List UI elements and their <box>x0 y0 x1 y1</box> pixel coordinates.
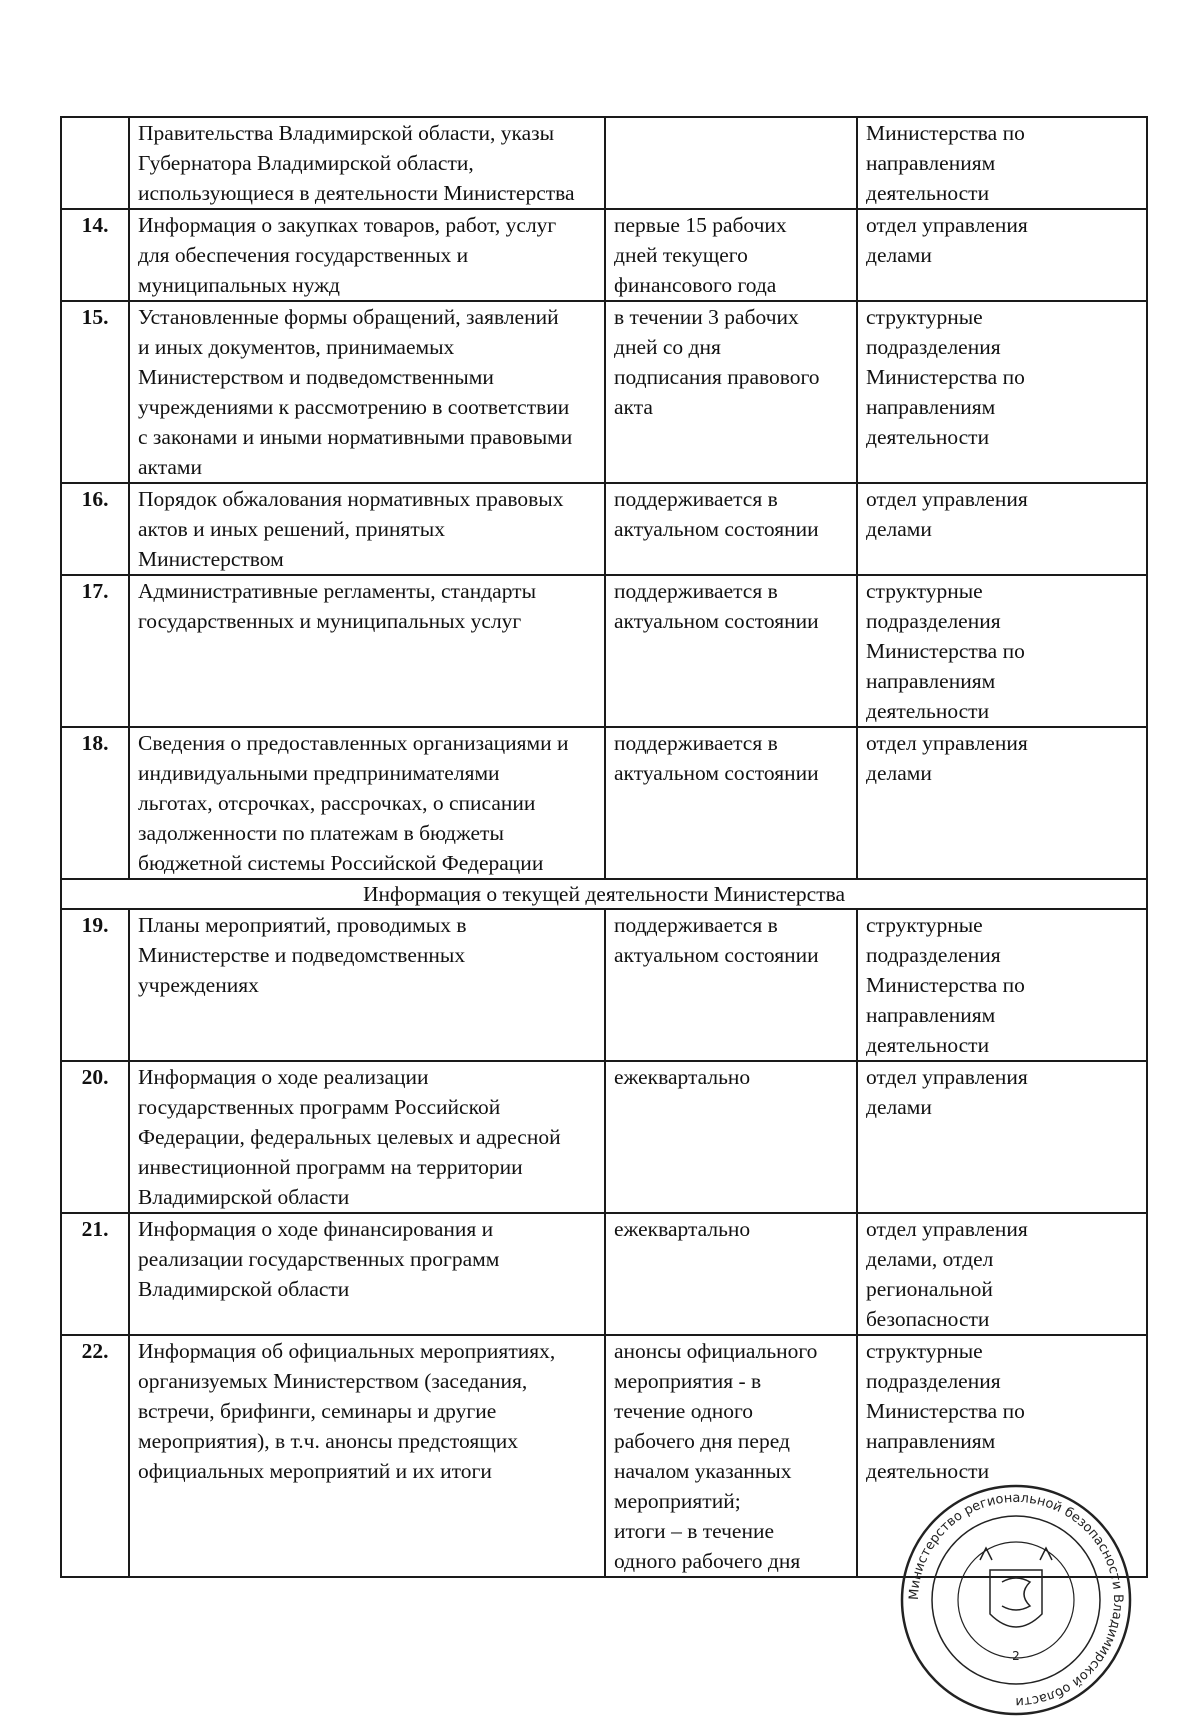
row-number <box>61 1213 129 1335</box>
responsible-unit-text: структурные подразделения Министерства по направлениям деятельности <box>866 579 1025 723</box>
row-number <box>61 575 129 727</box>
official-seal <box>898 1482 1134 1718</box>
section-title: Информация о текущей деятельности Министерства <box>61 879 1147 909</box>
row-number <box>61 483 129 575</box>
table-row <box>61 117 1147 209</box>
update-term-text: в течении 3 рабочих дней со дня подписания правового акта <box>614 305 820 419</box>
update-term-text: ежеквартально <box>614 1065 751 1089</box>
row-number-text: 15. <box>81 305 109 329</box>
responsible-unit-text: структурные подразделения Министерства по направлениям деятельности <box>866 1339 1025 1483</box>
responsible-unit-text: отдел управления делами, отдел региональной безопасности <box>866 1217 1028 1331</box>
row-number-text: 14. <box>81 213 109 237</box>
document-table <box>60 116 1148 1578</box>
update-term <box>605 575 857 727</box>
responsible-unit-text: отдел управления делами <box>866 731 1028 785</box>
row-number <box>61 727 129 879</box>
table-row <box>61 301 1147 483</box>
info-name <box>129 1061 605 1213</box>
responsible-unit-text: структурные подразделения Министерства по направлениям деятельности <box>866 305 1025 449</box>
info-name-text: Информация о закупках товаров, работ, услуг для обеспечения государственных и муниципальных нужд <box>138 213 557 297</box>
info-name-text: Планы мероприятий, проводимых в Министерстве и подведомственных учреждениях <box>138 913 467 997</box>
responsible-unit <box>857 209 1147 301</box>
row-number-text: 19. <box>81 913 109 937</box>
responsible-unit <box>857 1213 1147 1335</box>
table-row <box>61 1213 1147 1335</box>
row-number-text: 16. <box>81 487 109 511</box>
update-term-text: поддерживается в актуальном состоянии <box>614 487 819 541</box>
responsible-unit-text: структурные подразделения Министерства по направлениям деятельности <box>866 913 1025 1057</box>
info-name <box>129 117 605 209</box>
info-name-text: Установленные формы обращений, заявлений и иных документов, принимаемых Министерством и подведомственными учреждениями к рассмотрению в соответствии с законами и иными нормативными правовыми актами <box>138 305 573 479</box>
table-body <box>61 117 1147 1577</box>
responsible-unit-text: Министерства по направлениям деятельности <box>866 121 1025 205</box>
update-term <box>605 1213 857 1335</box>
table-row <box>61 1061 1147 1213</box>
table-row <box>61 483 1147 575</box>
row-number-text: 18. <box>81 731 109 755</box>
responsible-unit <box>857 301 1147 483</box>
update-term <box>605 209 857 301</box>
responsible-unit-text: отдел управления делами <box>866 1065 1028 1119</box>
update-term-text: поддерживается в актуальном состоянии <box>614 731 819 785</box>
update-term <box>605 301 857 483</box>
info-name <box>129 909 605 1061</box>
info-name <box>129 483 605 575</box>
row-number <box>61 117 129 209</box>
info-name <box>129 301 605 483</box>
update-term-text: анонсы официального мероприятия - в течение одного рабочего дня перед началом указанных мероприятий; итоги – в течение одного рабочего дня <box>614 1339 818 1573</box>
svg-text:Министерство региональной безо: Министерство региональной безопасности Владимирской области <box>906 1490 1126 1710</box>
info-name <box>129 727 605 879</box>
section-header-row <box>61 879 1147 909</box>
row-number-text: 22. <box>81 1339 109 1363</box>
row-number <box>61 301 129 483</box>
update-term-text: ежеквартально <box>614 1217 751 1241</box>
table-row <box>61 209 1147 301</box>
responsible-unit <box>857 483 1147 575</box>
row-number <box>61 1335 129 1577</box>
update-term <box>605 909 857 1061</box>
info-name-text: Информация об официальных мероприятиях, организуемых Министерством (заседания, встречи, брифинги, семинары и другие мероприятия), в т.ч. анонсы предстоящих официальных мероприятий и их итоги <box>138 1339 556 1483</box>
info-name <box>129 1213 605 1335</box>
responsible-unit-text: отдел управления делами <box>866 487 1028 541</box>
info-name <box>129 209 605 301</box>
row-number-text: 20. <box>81 1065 109 1089</box>
svg-text:2: 2 <box>1012 1649 1020 1663</box>
responsible-unit <box>857 117 1147 209</box>
row-number-text: 21. <box>81 1217 109 1241</box>
responsible-unit <box>857 1061 1147 1213</box>
info-name-text: Административные регламенты, стандарты государственных и муниципальных услуг <box>138 579 537 633</box>
update-term-text: поддерживается в актуальном состоянии <box>614 579 819 633</box>
update-term-text: поддерживается в актуальном состоянии <box>614 913 819 967</box>
row-number <box>61 909 129 1061</box>
update-term <box>605 1061 857 1213</box>
table-row <box>61 575 1147 727</box>
info-name-text: Порядок обжалования нормативных правовых актов и иных решений, принятых Министерством <box>138 487 564 571</box>
info-name-text: Информация о ходе реализации государственных программ Российской Федерации, федеральных целевых и адресной инвестиционной программ на территории Владимирской области <box>138 1065 561 1209</box>
info-name <box>129 1335 605 1577</box>
info-name-text: Правительства Владимирской области, указы Губернатора Владимирской области, использующиеся в деятельности Министерства <box>138 121 575 205</box>
row-number <box>61 1061 129 1213</box>
update-term <box>605 117 857 209</box>
row-number <box>61 209 129 301</box>
table-row <box>61 909 1147 1061</box>
row-number-text: 17. <box>81 579 109 603</box>
update-term <box>605 1335 857 1577</box>
info-name-text: Сведения о предоставленных организациями и индивидуальными предпринимателями льготах, отсрочках, рассрочках, о списании задолженности по платежам в бюджеты бюджетной системы Российской Федерации <box>138 731 569 875</box>
update-term <box>605 727 857 879</box>
update-term <box>605 483 857 575</box>
info-name <box>129 575 605 727</box>
update-term-text: первые 15 рабочих дней текущего финансового года <box>614 213 787 297</box>
responsible-unit <box>857 575 1147 727</box>
table-row <box>61 727 1147 879</box>
responsible-unit <box>857 909 1147 1061</box>
responsible-unit <box>857 727 1147 879</box>
responsible-unit-text: отдел управления делами <box>866 213 1028 267</box>
info-name-text: Информация о ходе финансирования и реализации государственных программ Владимирской области <box>138 1217 500 1301</box>
